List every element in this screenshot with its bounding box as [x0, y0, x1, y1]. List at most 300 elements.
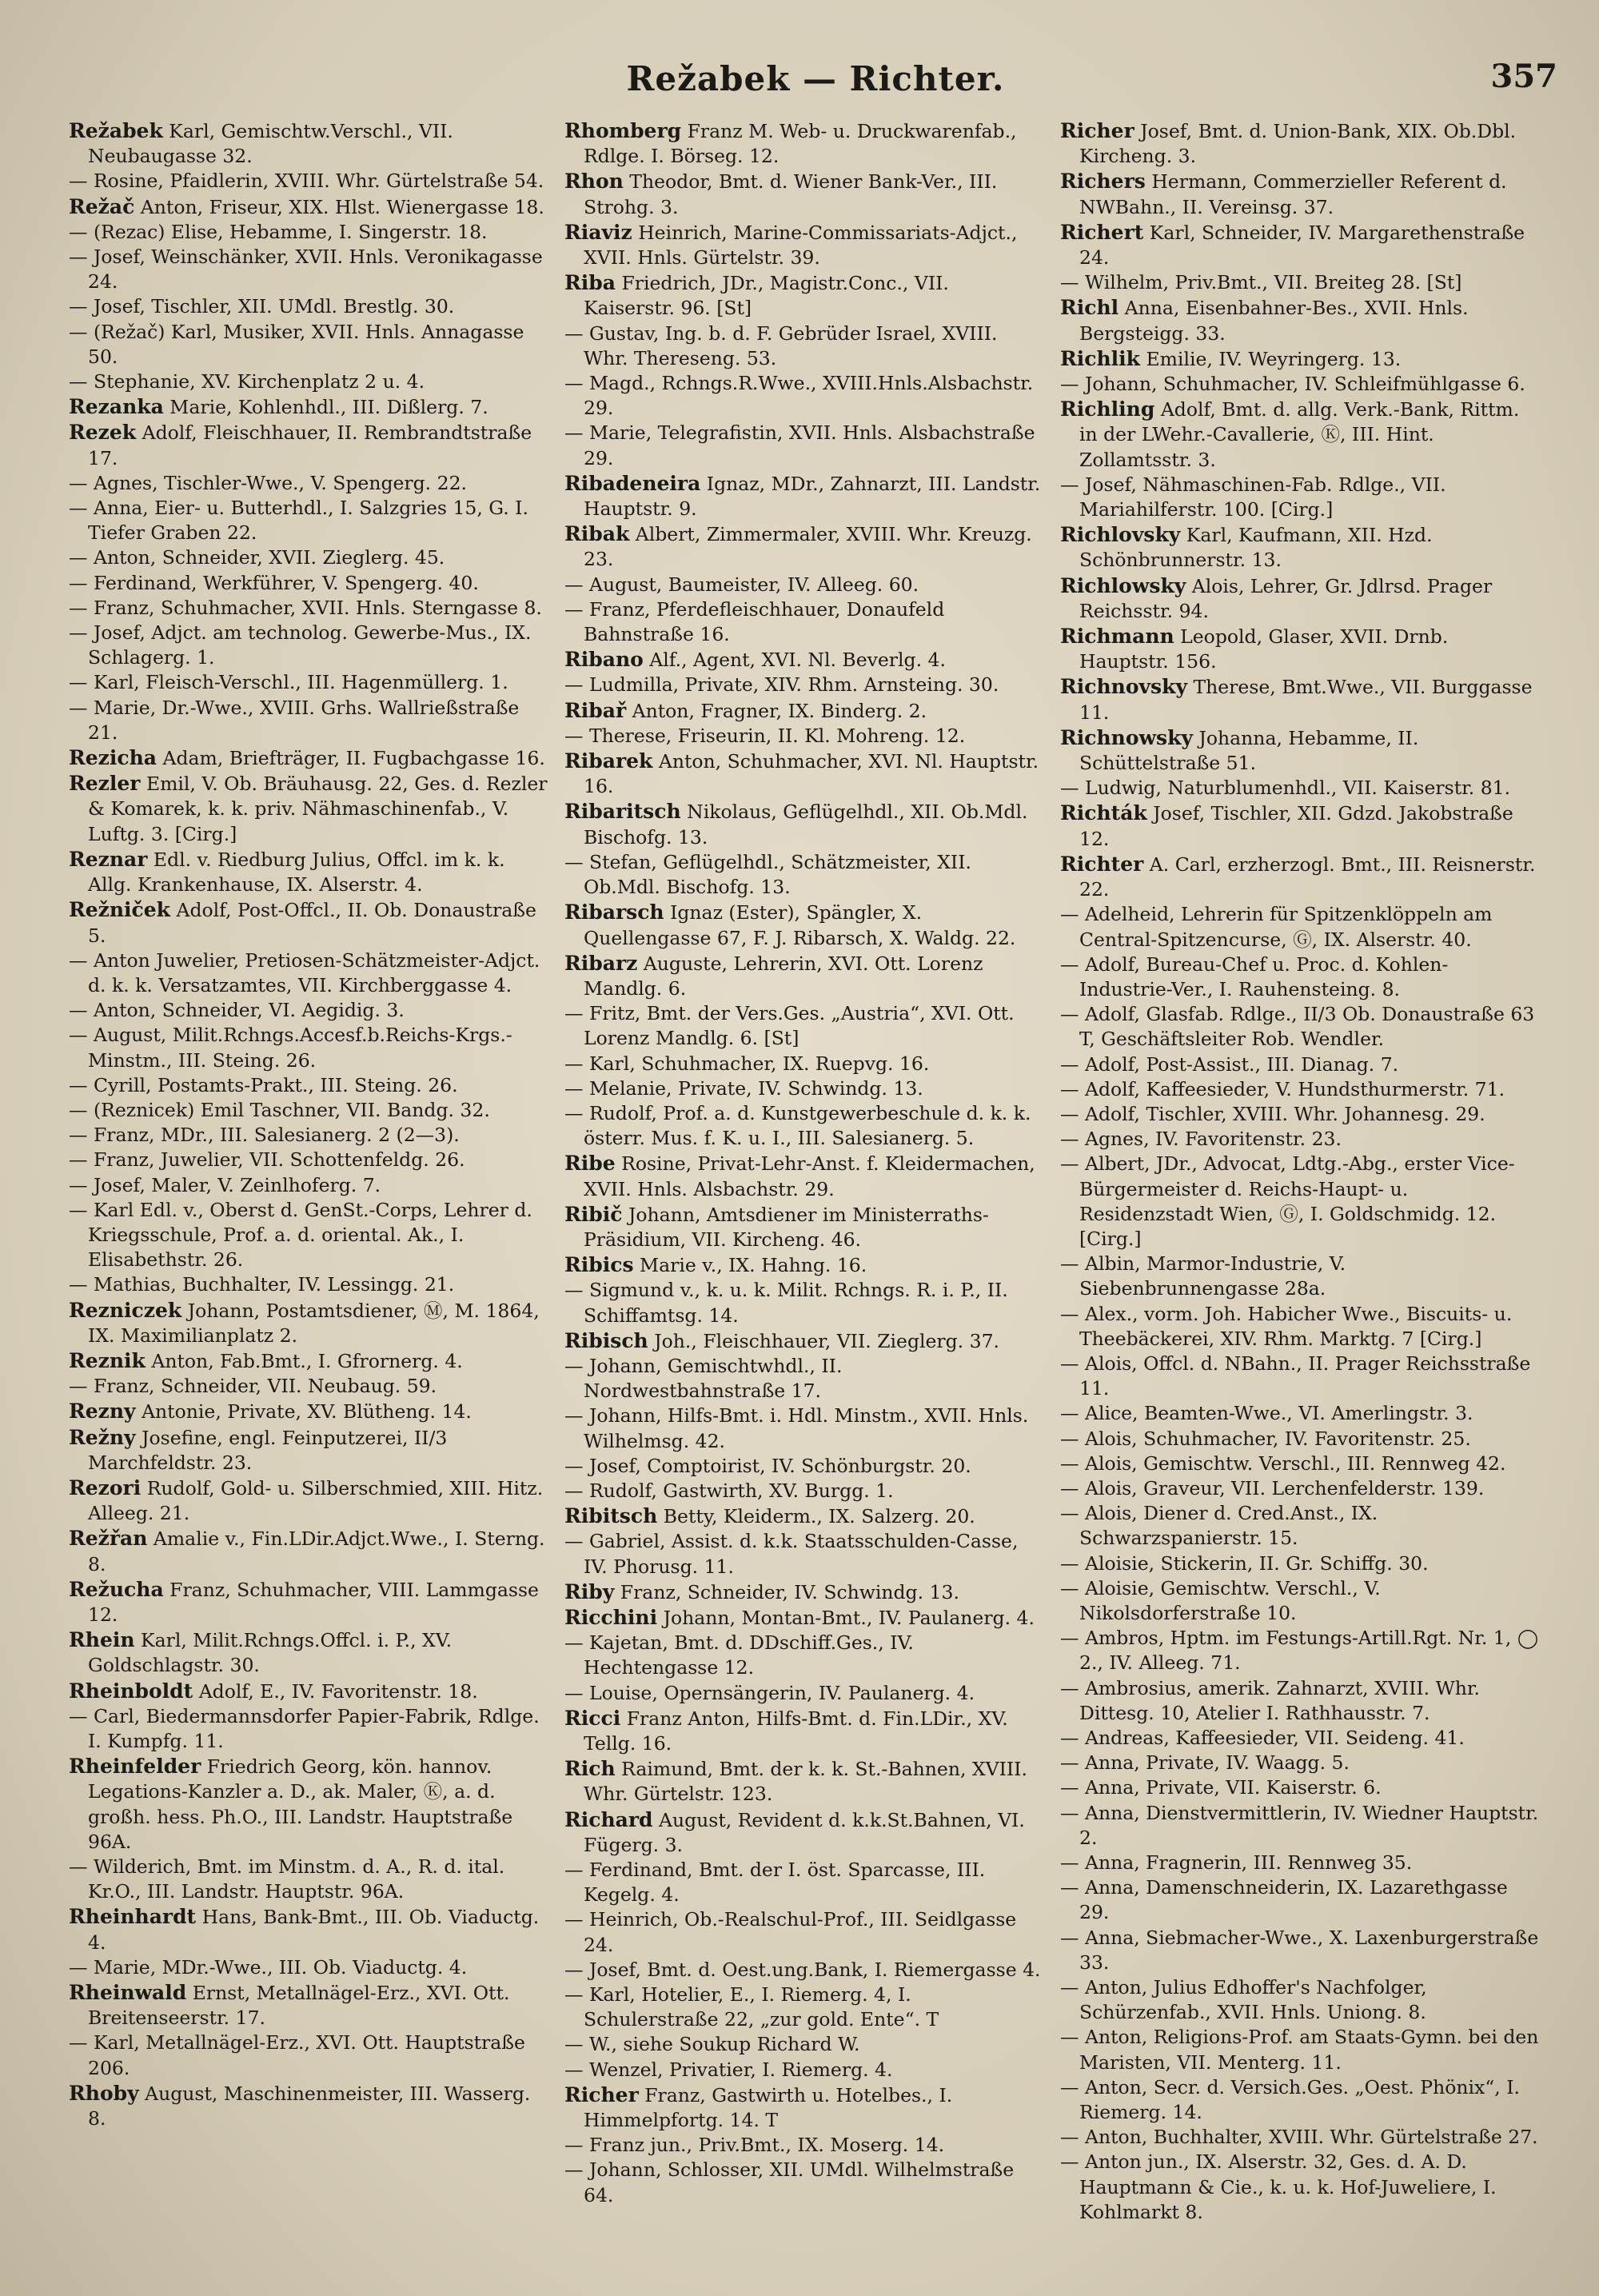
entry-text: — Wilderich, Bmt. im Minstm. d. A., R. d. ital. Kr.O., III. Landstr. Hauptstr. 96A.	[69, 1855, 505, 1903]
entry-text: Franz, Schuhmacher, VIII. Lammgasse 12.	[88, 1578, 539, 1626]
entry-text: — Wenzel, Privatier, I. Riemerg. 4.	[564, 2058, 893, 2081]
entry-surname: Rheinwald	[69, 1981, 187, 2005]
directory-entry	[69, 621, 548, 670]
entry-text: Antonie, Private, XV. Blütheng. 14.	[142, 1400, 472, 1424]
directory-entry	[69, 1475, 548, 1526]
entry-text: Karl, Kaufmann, XII. Hzd. Schönbrunnerstr. 13.	[1079, 524, 1433, 572]
entry-surname: Riba	[564, 271, 616, 295]
directory-entry	[69, 1023, 548, 1072]
entry-text: — Louise, Opernsängerin, IV. Paulanerg. 4.	[564, 1681, 975, 1704]
directory-entry	[69, 998, 548, 1023]
entry-text: — Franz, Schuhmacher, XVII. Hnls. Sterngasse 8.	[69, 596, 542, 619]
directory-entry	[69, 897, 548, 948]
entry-text: Hans, Bank-Bmt., III. Ob. Viaductg. 4.	[88, 1906, 540, 1954]
directory-entry	[69, 245, 548, 294]
directory-entry	[564, 1252, 1044, 1278]
directory-entry	[1060, 1077, 1540, 1102]
directory-entry	[1060, 1801, 1540, 1851]
directory-entry	[69, 1148, 548, 1172]
entry-text: — Carl, Biedermannsdorfer Papier-Fabrik, Rdlge. I. Kumpfg. 11.	[69, 1704, 540, 1752]
directory-entry	[564, 2133, 1044, 2158]
directory-entry	[1060, 801, 1540, 851]
entry-surname: Ribarsch	[564, 900, 664, 924]
directory-entry	[564, 521, 1044, 572]
directory-entry	[69, 1855, 548, 1904]
directory-entry	[564, 1605, 1044, 1631]
directory-entry	[564, 118, 1044, 169]
entry-text: — Anna, Eier- u. Butterhdl., I. Salzgries 15, G. I. Tiefer Graben 22.	[69, 497, 528, 545]
entry-text: — (Reznicek) Emil Taschner, VII. Bandg. 32.	[69, 1098, 490, 1121]
entry-text: — Sigmund v., k. u. k. Milit. Rchngs. R. i. P., II. Schiffamtsg. 14.	[564, 1279, 1008, 1327]
entry-text: — Johann, Schlosser, XII. UMdl. Wilhelmstraße 64.	[564, 2158, 1015, 2206]
directory-entry	[564, 1807, 1044, 1858]
entry-text: — Adolf, Bureau-Chef u. Proc. d. Kohlen-Industrie-Ver., I. Rauhensteing. 8.	[1060, 952, 1449, 1000]
directory-entry	[69, 118, 548, 169]
entry-text: Marie v., IX. Hahng. 16.	[640, 1254, 867, 1277]
entry-text: — Ferdinand, Bmt. der I. öst. Sparcasse, III. Kegelg. 4.	[564, 1859, 986, 1907]
directory-entry	[1060, 473, 1540, 522]
directory-entry	[564, 724, 1044, 749]
directory-entry	[1060, 1626, 1540, 1675]
entry-text: A. Carl, erzherzogl. Bmt., III. Reisnerstr. 22.	[1079, 853, 1536, 901]
directory-entry	[564, 749, 1044, 799]
entry-surname: Rezek	[69, 421, 137, 445]
entry-text: — Therese, Friseurin, II. Kl. Mohreng. 12.	[564, 724, 966, 747]
directory-entry	[564, 1681, 1044, 1706]
directory-entry	[1060, 2075, 1540, 2125]
entry-text: — Ambros, Hptm. im Festungs-Artill.Rgt. Nr. 1, ◯ 2., IV. Alleeg. 71.	[1060, 1627, 1538, 1675]
entry-text: Josef, Bmt. d. Union-Bank, XIX. Ob.Dbl. Kircheng. 3.	[1079, 120, 1517, 168]
entry-text: — Anna, Private, VII. Kaiserstr. 6.	[1060, 1776, 1382, 1799]
entry-surname: Reznik	[69, 1348, 146, 1372]
entry-text: — Karl, Fleisch-Verschl., III. Hagenmüllerg. 1.	[69, 671, 508, 694]
directory-entry	[564, 673, 1044, 697]
entry-text: — Anna, Dienstvermittlerin, IV. Wiedner Hauptstr. 2.	[1060, 1801, 1539, 1849]
entry-surname: Richers	[1060, 170, 1146, 194]
directory-entry	[564, 1202, 1044, 1252]
directory-entry	[69, 394, 548, 420]
entry-text: — Cyrill, Postamts-Prakt., III. Steing. 26.	[69, 1073, 458, 1096]
entry-surname: Reznar	[69, 847, 148, 871]
entry-surname: Richard	[564, 1807, 653, 1831]
entry-text: — Karl Edl. v., Oberst d. GenSt.-Corps, Lehrer d. Kriegsschule, Prof. a. d. oriental. Ak., I. Elisabethstr. 26.	[69, 1198, 532, 1272]
entry-text: Johann, Postamtsdiener, Ⓜ, M. 1864, IX. Maximilianplatz 2.	[88, 1299, 540, 1347]
entry-text: Johann, Amtsdiener im Ministerraths-Präsidium, VII. Kircheng. 46.	[584, 1203, 989, 1251]
entry-text: Franz, Schneider, IV. Schwindg. 13.	[620, 1580, 959, 1603]
entry-text: Theodor, Bmt. d. Wiener Bank-Ver., III. Strohg. 3.	[584, 170, 998, 218]
entry-surname: Rhon	[564, 170, 624, 194]
directory-entry	[1060, 1551, 1540, 1576]
entry-surname: Richer	[564, 2082, 639, 2106]
entry-text: — Franz, Juwelier, VII. Schottenfeldg. 26.	[69, 1148, 465, 1172]
entry-text: — Ludmilla, Private, XIV. Rhm. Arnsteing. 30.	[564, 673, 999, 697]
entry-text: — Wilhelm, Priv.Bmt., VII. Breiteg 28. [St]	[1060, 271, 1462, 294]
directory-entry	[69, 420, 548, 470]
directory-entry	[1060, 952, 1540, 1002]
entry-text: Amalie v., Fin.LDir.Adjct.Wwe., I. Sterng. 8.	[88, 1527, 545, 1575]
entry-surname: Richer	[1060, 119, 1134, 142]
entry-text: Ernst, Metallnägel-Erz., XVI. Ott. Breitenseerstr. 17.	[88, 1982, 510, 2030]
directory-entry	[1060, 1476, 1540, 1501]
entry-text: — Stephanie, XV. Kirchenplatz 2 u. 4.	[69, 370, 425, 393]
entry-surname: Režny	[69, 1425, 136, 1449]
entry-text: — Adolf, Glasfab. Rdlge., II/3 Ob. Donaustraße 63 T, Geschäftsleiter Rob. Wendler.	[1060, 1003, 1535, 1051]
directory-entry	[1060, 372, 1540, 397]
entry-text: Raimund, Bmt. der k. k. St.-Bahnen, XVIII. Whr. Gürtelstr. 123.	[584, 1758, 1027, 1806]
directory-entry	[564, 1328, 1044, 1354]
entry-text: — Anton jun., IX. Alserstr. 32, Ges. d. A. D. Hauptmann & Cie., k. u. k. Hof-Juweliere, I. Kohlmarkt 8.	[1060, 2150, 1497, 2223]
entry-text: — Adolf, Kaffeesieder, V. Hundsthurmerstr. 71.	[1060, 1077, 1505, 1100]
directory-entry	[69, 696, 548, 745]
entry-surname: Richert	[1060, 220, 1144, 244]
entry-text: — Johann, Gemischtwhdl., II. Nordwestbahnstraße 17.	[564, 1354, 843, 1403]
entry-surname: Richnowsky	[1060, 725, 1193, 749]
directory-entry	[1060, 1127, 1540, 1152]
entry-surname: Rezler	[69, 772, 141, 796]
entry-surname: Riaviz	[564, 220, 632, 244]
entry-text: Anton, Fab.Bmt., I. Gfrornerg. 4.	[151, 1349, 463, 1372]
directory-entry	[1060, 573, 1540, 624]
entry-text: Karl, Gemischtw.Verschl., VII. Neubaugasse 32.	[88, 120, 453, 168]
directory-entry	[69, 1399, 548, 1424]
entry-surname: Režniček	[69, 898, 171, 922]
directory-entry	[1060, 725, 1540, 776]
directory-entry	[1060, 902, 1540, 952]
entry-surname: Richták	[1060, 801, 1147, 825]
directory-entry	[1060, 1975, 1540, 2025]
entry-text: Albert, Zimmermaler, XVIII. Whr. Kreuzg. 23.	[584, 523, 1032, 571]
directory-entry	[69, 320, 548, 369]
entry-surname: Ribak	[564, 522, 630, 546]
entry-text: — Marie, Telegrafistin, XVII. Hnls. Alsbachstraße 29.	[564, 421, 1035, 469]
entry-text: — Anton, Schneider, VI. Aegidig. 3.	[69, 999, 405, 1022]
directory-entry	[69, 1955, 548, 1980]
directory-entry	[564, 698, 1044, 724]
entry-text: — Franz, Schneider, VII. Neubaug. 59.	[69, 1375, 437, 1398]
entry-text: Anna, Eisenbahner-Bes., XVII. Hnls. Bergsteigg. 33.	[1079, 297, 1469, 345]
entry-text: August, Maschinenmeister, III. Wasserg. 8.	[88, 2082, 531, 2130]
entry-surname: Režucha	[69, 1577, 164, 1601]
directory-entry	[1060, 346, 1540, 372]
entry-text: — Josef, Adjct. am technolog. Gewerbe-Mus., IX. Schlagerg. 1.	[69, 621, 532, 669]
directory-entry	[1060, 1002, 1540, 1052]
directory-entry	[564, 1076, 1044, 1101]
entry-text: — Adolf, Tischler, XVIII. Whr. Johannesg. 29.	[1060, 1102, 1485, 1125]
directory-entry	[69, 1980, 548, 2030]
entry-text: — Josef, Weinschänker, XVII. Hnls. Veronikagasse 24.	[69, 246, 543, 293]
entry-text: — Marie, MDr.-Wwe., III. Ob. Viaductg. 4.	[69, 1955, 468, 1979]
entry-text: — Karl, Metallnägel-Erz., XVI. Ott. Hauptstraße 206.	[69, 2031, 525, 2079]
directory-entry	[564, 1354, 1044, 1404]
entry-text: Anton, Friseur, XIX. Hlst. Wienergasse 18.	[140, 195, 544, 218]
directory-entry	[69, 1098, 548, 1123]
column-1	[69, 118, 548, 2225]
directory-entry	[564, 1404, 1044, 1453]
entry-surname: Rezny	[69, 1400, 136, 1424]
directory-entry	[69, 1679, 548, 1704]
entry-surname: Režabek	[69, 119, 163, 142]
directory-entry	[1060, 2025, 1540, 2074]
directory-entry	[564, 900, 1044, 950]
directory-entry	[564, 1631, 1044, 1680]
entry-surname: Rhomberg	[564, 119, 682, 142]
directory-entry	[1060, 1751, 1540, 1775]
entry-text: — Magd., Rchngs.R.Wwe., XVIII.Hnls.Alsbachstr. 29.	[564, 372, 1034, 420]
entry-text: — August, Milit.Rchngs.Accesf.b.Reichs-Krgs.-Minstm., III. Steing. 26.	[69, 1024, 512, 1072]
entry-text: — Ludwig, Naturblumenhdl., VII. Kaiserstr. 81.	[1060, 777, 1511, 800]
directory-entry	[564, 1983, 1044, 2032]
entry-text: — Alois, Offcl. d. NBahn., II. Prager Reichsstraße 11.	[1060, 1352, 1531, 1400]
directory-entry	[69, 1904, 548, 1955]
directory-entry	[69, 1425, 548, 1475]
directory-entry	[1060, 295, 1540, 345]
entry-text: — Alois, Schuhmacher, IV. Favoritenstr. 25.	[1060, 1427, 1471, 1450]
directory-entry	[1060, 2125, 1540, 2150]
entry-text: — Gabriel, Assist. d. k.k. Staatsschulden-Casse, IV. Phorusg. 11.	[564, 1530, 1019, 1578]
entry-surname: Rich	[564, 1757, 616, 1781]
entry-text: Rudolf, Gold- u. Silberschmied, XIII. Hitz. Alleeg. 21.	[88, 1476, 544, 1525]
entry-text: — Josef, Tischler, XII. UMdl. Brestlg. 30.	[69, 295, 455, 318]
entry-surname: Ricchini	[564, 1605, 658, 1629]
entry-text: Johanna, Hebamme, II. Schüttelstraße 51.	[1079, 726, 1419, 775]
entry-text: Adam, Briefträger, II. Fugbachgasse 16.	[162, 747, 545, 770]
directory-entry	[564, 1858, 1044, 1907]
directory-entry	[564, 1454, 1044, 1479]
entry-surname: Ribař	[564, 698, 627, 722]
entry-text: Alois, Lehrer, Gr. Jdlrsd. Prager Reichsstr. 94.	[1079, 574, 1493, 622]
directory-entry	[1060, 1401, 1540, 1426]
entry-text: — Johann, Hilfs-Bmt. i. Hdl. Minstm., XVII. Hnls. Wilhelmsg. 42.	[564, 1404, 1029, 1452]
entry-surname: Rezicha	[69, 746, 157, 770]
entry-surname: Ribarek	[564, 749, 653, 773]
entry-text: Auguste, Lehrerin, XVI. Ott. Lorenz Mandlg. 6.	[584, 952, 983, 1000]
entry-text: Therese, Bmt.Wwe., VII. Burggasse 11.	[1079, 676, 1533, 724]
entry-surname: Ribič	[564, 1202, 623, 1226]
entry-text: Heinrich, Marine-Commissariats-Adjct., XVII. Hnls. Gürtelstr. 39.	[584, 221, 1018, 270]
entry-surname: Rheinfelder	[69, 1755, 201, 1779]
entry-text: Adolf, Post-Offcl., II. Ob. Donaustraße 5.	[88, 899, 536, 947]
entry-surname: Richl	[1060, 296, 1119, 320]
directory-entry	[69, 1526, 548, 1576]
entry-text: — Johann, Schuhmacher, IV. Schleifmühlgasse 6.	[1060, 373, 1525, 396]
entry-text: — Anna, Siebmacher-Wwe., X. Laxenburgerstraße 33.	[1060, 1926, 1539, 1974]
directory-entry	[69, 1348, 548, 1374]
entry-surname: Richlik	[1060, 346, 1140, 370]
directory-entry	[69, 2030, 548, 2080]
page-number: 357	[1490, 58, 1557, 95]
directory-entry	[69, 1173, 548, 1198]
entry-text: — Franz jun., Priv.Bmt., IX. Moserg. 14.	[564, 2134, 945, 2157]
entry-surname: Ribarz	[564, 951, 638, 975]
directory-entry	[564, 2032, 1044, 2057]
directory-entry	[564, 1052, 1044, 1076]
directory-entry	[564, 1479, 1044, 1503]
entry-text: — Josef, Maler, V. Zeinlhoferg. 7.	[69, 1173, 381, 1196]
directory-entry	[1060, 1451, 1540, 1476]
entry-text: — Anton, Julius Edhoffer's Nachfolger, Schürzenfab., XVII. Hnls. Uniong. 8.	[1060, 1976, 1427, 2024]
entry-text: Rosine, Privat-Lehr-Anst. f. Kleidermachen, XVII. Hnls. Alsbachstr. 29.	[584, 1152, 1035, 1200]
directory-entry	[69, 771, 548, 847]
directory-entry	[69, 1272, 548, 1297]
directory-entry	[69, 745, 548, 771]
entry-text: — Fritz, Bmt. der Vers.Ges. „Austria“, XVI. Ott. Lorenz Mandlg. 6. [St]	[564, 1002, 1015, 1050]
directory-entry	[564, 270, 1044, 321]
directory-entry	[1060, 1851, 1540, 1875]
entry-text: August, Revident d. k.k.St.Bahnen, VI. Fügerg. 3.	[584, 1808, 1025, 1856]
directory-entry	[564, 471, 1044, 521]
entry-surname: Rhoby	[69, 2081, 139, 2105]
entry-text: Ignaz, MDr., Zahnarzt, III. Landstr. Hauptstr. 9.	[584, 472, 1041, 521]
directory-entry	[1060, 1726, 1540, 1751]
entry-text: Friedrich Georg, kön. hannov. Legations-Kanzler a. D., ak. Maler, Ⓚ, a. d. großh. hess. Ph.O., III. Landstr. Hauptstraße 96A.	[88, 1755, 513, 1853]
entry-text: — Ferdinand, Werkführer, V. Spengerg. 40.	[69, 571, 479, 594]
entry-text: Josef, Tischler, XII. Gdzd. Jakobstraße 12.	[1079, 802, 1513, 850]
entry-text: — Alois, Diener d. Cred.Anst., IX. Schwarzspanierstr. 15.	[1060, 1502, 1378, 1550]
directory-entry	[69, 847, 548, 897]
entry-text: — (Rezac) Elise, Hebamme, I. Singerstr. 18.	[69, 220, 488, 243]
directory-entry	[69, 596, 548, 621]
directory-entry	[69, 194, 548, 220]
directory-entry	[1060, 522, 1540, 573]
entry-text: Leopold, Glaser, XVII. Drnb. Hauptstr. 156.	[1079, 625, 1449, 673]
directory-entry	[69, 1198, 548, 1273]
directory-entry	[1060, 397, 1540, 473]
directory-columns	[69, 118, 1562, 2225]
entry-text: — Agnes, IV. Favoritenstr. 23.	[1060, 1128, 1342, 1151]
entry-text: Joh., Fleischhauer, VII. Zieglerg. 37.	[654, 1329, 999, 1352]
directory-entry	[564, 1907, 1044, 1957]
entry-surname: Rheinhardt	[69, 1905, 197, 1929]
directory-entry	[1060, 674, 1540, 725]
directory-entry	[564, 1958, 1044, 1983]
directory-entry	[564, 1278, 1044, 1328]
entry-surname: Ricci	[564, 1706, 621, 1730]
entry-surname: Richling	[1060, 397, 1155, 421]
entry-text: — Aloisie, Stickerin, II. Gr. Schiffg. 30.	[1060, 1551, 1429, 1575]
directory-entry	[564, 799, 1044, 849]
entry-text: Franz Anton, Hilfs-Bmt. d. Fin.LDir., XV. Tellg. 16.	[584, 1707, 1008, 1755]
directory-entry	[69, 220, 548, 245]
directory-entry	[69, 1073, 548, 1098]
directory-entry	[1060, 1501, 1540, 1551]
entry-text: — Melanie, Private, IV. Schwindg. 13.	[564, 1076, 923, 1100]
directory-entry	[1060, 169, 1540, 219]
entry-text: — Josef, Nähmaschinen-Fab. Rdlge., VII. Mariahilferstr. 100. [Cirg.]	[1060, 473, 1446, 521]
directory-entry	[564, 421, 1044, 470]
entry-text: — Anton, Religions-Prof. am Staats-Gymn. bei den Maristen, VII. Menterg. 11.	[1060, 2026, 1539, 2074]
directory-entry	[69, 471, 548, 496]
directory-entry	[69, 1704, 548, 1754]
entry-text: — Anton, Buchhalter, XVIII. Whr. Gürtelstraße 27.	[1060, 2126, 1538, 2149]
directory-entry	[564, 1101, 1044, 1151]
entry-text: Josefine, engl. Feinputzerei, II/3 Marchfeldstr. 23.	[88, 1426, 448, 1474]
column-3	[1060, 118, 1540, 2225]
directory-entry	[1060, 220, 1540, 270]
directory-entry	[1060, 1775, 1540, 1800]
entry-text: Anton, Fragner, IX. Binderg. 2.	[632, 699, 927, 722]
column-2	[564, 118, 1044, 2225]
entry-text: — Adolf, Post-Assist., III. Dianag. 7.	[1060, 1052, 1399, 1076]
entry-text: — Heinrich, Ob.-Realschul-Prof., III. Seidlgasse 24.	[564, 1908, 1017, 1956]
entry-text: Adolf, Bmt. d. allg. Verk.-Bank, Rittm. in der LWehr.-Cavallerie, Ⓚ, III. Hint. Zollamtsstr. 3.	[1079, 398, 1520, 471]
entry-surname: Ribadeneira	[564, 471, 701, 495]
directory-entry	[69, 545, 548, 570]
entry-text: Alf., Agent, XVI. Nl. Beverlg. 4.	[649, 649, 946, 672]
entry-text: — Agnes, Tischler-Wwe., V. Spengerg. 22.	[69, 471, 467, 494]
entry-text: — Alice, Beamten-Wwe., VI. Amerlingstr. 3.	[1060, 1402, 1473, 1425]
directory-entry	[564, 321, 1044, 371]
directory-entry	[1060, 1152, 1540, 1252]
entry-text: — Franz, MDr., III. Salesianerg. 2 (2—3).	[69, 1124, 460, 1147]
directory-entry	[564, 1001, 1044, 1051]
directory-entry	[564, 1756, 1044, 1807]
directory-entry	[1060, 1576, 1540, 1626]
directory-entry	[564, 647, 1044, 673]
entry-text: — Rosine, Pfaidlerin, XVIII. Whr. Gürtelstraße 54.	[69, 170, 544, 193]
entry-text: — Rudolf, Gastwirth, XV. Burgg. 1.	[564, 1479, 894, 1502]
directory-entry	[1060, 624, 1540, 674]
entry-text: Emil, V. Ob. Bräuhausg. 22, Ges. d. Rezler & Komarek, k. k. priv. Nähmaschinenfab., V. Luftg. 3. [Cirg.]	[88, 773, 548, 845]
entry-text: — Anton Juwelier, Pretiosen-Schätzmeister-Adjct. d. k. k. Versatzamtes, VII. Kirchberggasse 4.	[69, 948, 540, 996]
directory-entry	[1060, 776, 1540, 801]
directory-entry	[69, 948, 548, 998]
entry-surname: Richmann	[1060, 625, 1174, 649]
entry-text: Edl. v. Riedburg Julius, Offcl. im k. k. Allg. Krankenhause, IX. Alserstr. 4.	[88, 848, 505, 896]
entry-text: — Karl, Hotelier, E., I. Riemerg. 4, I. Schulerstraße 22, „zur gold. Ente“. T	[564, 1983, 939, 2031]
entry-text: — Albert, JDr., Advocat, Ldtg.-Abg., erster Vice-Bürgermeister d. Reichs-Haupt- u. Residenzstadt Wien, Ⓖ, I. Goldschmidg. 12. [Cirg.]	[1060, 1152, 1515, 1250]
directory-entry	[1060, 118, 1540, 169]
entry-text: — Anton, Secr. d. Versich.Ges. „Oest. Phönix“, I. Riemerg. 14.	[1060, 2075, 1520, 2124]
directory-entry	[1060, 1352, 1540, 1401]
directory-entry	[564, 1579, 1044, 1605]
entry-text: — Gustav, Ing. b. d. F. Gebrüder Israel, XVIII. Whr. Thereseng. 53.	[564, 321, 998, 369]
directory-entry	[564, 2158, 1044, 2207]
directory-entry	[69, 1754, 548, 1855]
entry-text: — Alois, Graveur, VII. Lerchenfelderstr. 139.	[1060, 1476, 1485, 1499]
entry-text: Marie, Kohlenhdl., III. Dißlerg. 7.	[169, 396, 488, 419]
entry-text: — Anna, Fragnerin, III. Rennweg 35.	[1060, 1851, 1413, 1875]
entry-text: — W., siehe Soukup Richard W.	[564, 2033, 860, 2056]
directory-entry	[564, 2082, 1044, 2133]
entry-text: — Anna, Damenschneiderin, IX. Lazarethgasse 29.	[1060, 1876, 1508, 1924]
directory-entry	[1060, 1427, 1540, 1451]
entry-text: Adolf, Fleischhauer, II. Rembrandtstraße 17.	[88, 421, 532, 469]
directory-entry	[1060, 1252, 1540, 1301]
entry-text: — Josef, Comptoirist, IV. Schönburgstr. 20.	[564, 1454, 971, 1477]
entry-text: Emilie, IV. Weyringerg. 13.	[1146, 347, 1402, 370]
entry-text: — Rudolf, Prof. a. d. Kunstgewerbeschule d. k. k. österr. Mus. f. K. u. I., III. Salesianerg. 5.	[564, 1101, 1031, 1150]
entry-text: — Marie, Dr.-Wwe., XVIII. Grhs. Wallrießstraße 21.	[69, 696, 520, 744]
directory-entry	[1060, 852, 1540, 902]
directory-entry	[69, 571, 548, 596]
directory-entry	[1060, 1926, 1540, 1975]
directory-entry	[564, 951, 1044, 1001]
directory-entry	[564, 1529, 1044, 1579]
directory-entry	[564, 2058, 1044, 2082]
entry-surname: Richter	[1060, 852, 1144, 876]
entry-text: Johann, Montan-Bmt., IV. Paulanerg. 4.	[663, 1606, 1035, 1629]
directory-entry	[1060, 2150, 1540, 2225]
directory-entry	[69, 294, 548, 319]
entry-text: — Kajetan, Bmt. d. DDschiff.Ges., IV. Hechtengasse 12.	[564, 1631, 914, 1679]
entry-surname: Ribitsch	[564, 1504, 658, 1528]
entry-text: — Albin, Marmor-Industrie, V. Siebenbrunnengasse 28a.	[1060, 1252, 1346, 1300]
entry-text: — Josef, Bmt. d. Oest.ung.Bank, I. Riemergasse 4.	[564, 1958, 1041, 1981]
entry-surname: Rezniczek	[69, 1298, 182, 1322]
entry-text: — Alois, Gemischtw. Verschl., III. Rennweg 42.	[1060, 1451, 1506, 1475]
entry-text: Karl, Milit.Rchngs.Offcl. i. P., XV. Goldschlagstr. 30.	[88, 1629, 453, 1677]
directory-entry	[69, 369, 548, 394]
